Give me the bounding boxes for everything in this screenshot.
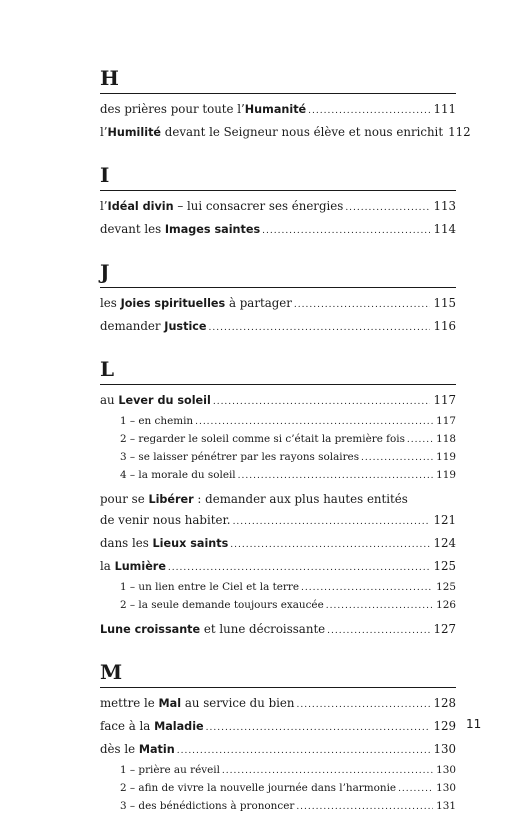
index-entry: [100, 196, 456, 219]
index-subentry: [100, 780, 456, 798]
section-i: [100, 163, 456, 242]
page-number: 131: [436, 800, 456, 812]
section-rule: [100, 287, 456, 288]
page-number: 130: [436, 764, 456, 776]
leader-dots: [213, 392, 431, 413]
leader-dots: [230, 535, 430, 556]
leader-dots: [308, 101, 430, 122]
entry-text: mettre le Mal au service du bien: [100, 696, 295, 710]
index-entry: [100, 556, 456, 579]
page-number: 124: [433, 536, 456, 550]
page-number: 117: [436, 415, 456, 427]
leader-dots: [301, 580, 433, 597]
leader-dots: [222, 763, 433, 780]
page-number: 117: [433, 393, 456, 407]
section-m: [100, 660, 456, 816]
page-number: 128: [433, 696, 456, 710]
entry-text: la Lumière: [100, 559, 166, 573]
leader-dots: [345, 198, 430, 219]
page-number: 130: [436, 782, 456, 794]
subentry-text: 3 – se laisser pénétrer par les rayons solaires: [120, 451, 360, 463]
entry-text: pour se Libérer : demander aux plus hautes entités: [100, 492, 408, 506]
section-h: [100, 66, 471, 145]
leader-dots: [233, 512, 431, 533]
leader-dots: [296, 799, 433, 816]
page-number: 112: [448, 125, 471, 139]
section-rule: [100, 687, 456, 688]
section-letter: L: [100, 357, 115, 381]
index-entry: [100, 533, 456, 556]
subentry-text: 2 – regarder le soleil comme si c’était la première fois: [120, 433, 405, 445]
index-entry: [100, 739, 456, 762]
subentry-text: 2 – afin de vivre la nouvelle journée dans l’harmonie: [120, 782, 397, 794]
page-number: 115: [433, 296, 456, 310]
index-entry: [100, 99, 456, 122]
entry-text: dans les Lieux saints: [100, 536, 229, 550]
entry-text: face à la Maladie: [100, 719, 204, 733]
section-letter: H: [100, 66, 119, 90]
subentry-text: 3 – des bénédictions à prononcer: [120, 800, 295, 812]
index-entry: [100, 390, 456, 413]
page-number: 119: [436, 451, 456, 463]
index-entry: [100, 489, 456, 533]
leader-dots: [262, 221, 430, 242]
index-entry: [100, 219, 456, 242]
section-letter: M: [100, 660, 123, 684]
index-entry: [100, 316, 456, 339]
page-number: 119: [436, 469, 456, 481]
entry-text: les Joies spirituelles à partager: [100, 296, 292, 310]
entry-text: demander Justice: [100, 319, 207, 333]
leader-dots: [294, 295, 431, 316]
leader-dots: [327, 621, 430, 642]
page-number: 116: [433, 319, 456, 333]
index-entry: [100, 619, 456, 642]
index-subentry: [100, 798, 456, 816]
index-subentry: [100, 413, 456, 431]
subentry-text: 1 – prière au réveil: [120, 764, 220, 776]
subentry-text: 4 – la morale du soleil: [120, 469, 236, 481]
section-l: [100, 357, 456, 642]
subentry-text: 2 – la seule demande toujours exaucée: [120, 599, 324, 611]
index-subentry: [100, 467, 456, 485]
entry-text: l’Idéal divin – lui consacrer ses énergies: [100, 199, 344, 213]
subentry-text: 1 – un lien entre le Ciel et la terre: [120, 581, 300, 593]
section-rule: [100, 93, 456, 94]
page-number: 129: [433, 719, 456, 733]
index-subentry: [100, 449, 456, 467]
leader-dots: [398, 781, 433, 798]
page-number: 121: [433, 513, 456, 527]
section-letter: I: [100, 163, 110, 187]
leader-dots: [195, 414, 433, 431]
page-folio: 11: [466, 717, 482, 731]
leader-dots: [407, 432, 433, 449]
index-subentry: [100, 597, 456, 615]
page-number: 114: [433, 222, 456, 236]
leader-dots: [168, 558, 431, 579]
leader-dots: [326, 598, 433, 615]
index-entry: [100, 122, 471, 145]
leader-dots: [361, 450, 433, 467]
leader-dots: [206, 718, 431, 739]
entry-text: des prières pour toute l’Humanité: [100, 102, 307, 116]
index-subentry: [100, 762, 456, 780]
index-entry: [100, 293, 456, 316]
page-number: 118: [436, 433, 456, 445]
leader-dots: [296, 695, 430, 716]
entry-text-continued: de venir nous habiter.: [100, 513, 231, 527]
page-number: 127: [433, 622, 456, 636]
page-number: 126: [436, 599, 456, 611]
leader-dots: [177, 741, 431, 762]
entry-text: dès le Matin: [100, 742, 175, 756]
index-page: [100, 66, 471, 834]
section-j: [100, 260, 456, 339]
leader-dots: [238, 468, 434, 485]
index-entry: [100, 693, 456, 716]
page-number: 125: [433, 559, 456, 573]
index-entry: [100, 716, 456, 739]
entry-text: l’Humilité devant le Seigneur nous élève et nous enrichit: [100, 125, 444, 139]
section-letter: J: [100, 260, 110, 284]
page-number: 125: [436, 581, 456, 593]
subentry-text: 1 – en chemin: [120, 415, 194, 427]
page-number: 130: [433, 742, 456, 756]
page-number: 113: [433, 199, 456, 213]
entry-text: Lune croissante et lune décroissante: [100, 622, 326, 636]
entry-text: au Lever du soleil: [100, 393, 211, 407]
index-subentry: [100, 579, 456, 597]
entry-text: devant les Images saintes: [100, 222, 261, 236]
section-rule: [100, 190, 456, 191]
page-number: 111: [433, 102, 456, 116]
leader-dots: [209, 318, 431, 339]
index-subentry: [100, 431, 456, 449]
section-rule: [100, 384, 456, 385]
